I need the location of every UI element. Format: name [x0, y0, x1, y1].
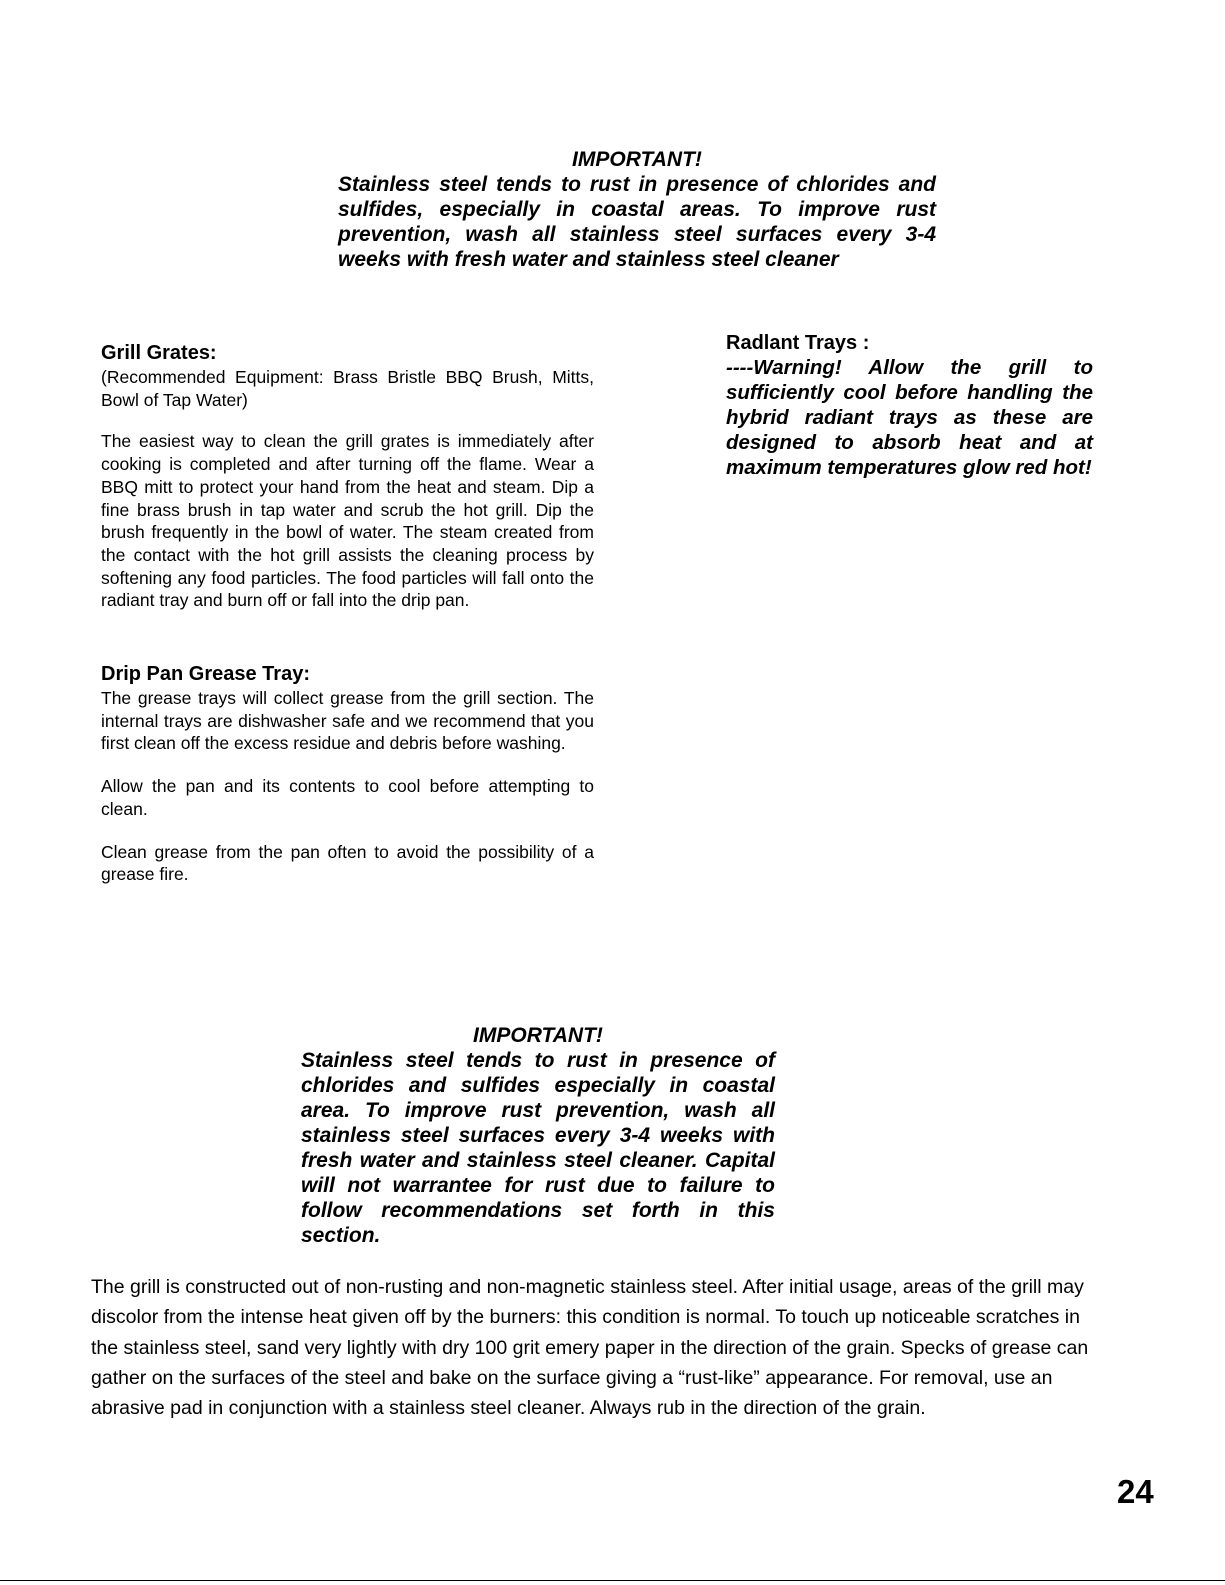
important-body: Stainless steel tends to rust in presence of chlorides and sulfides, especially in coastal areas. To improve rust prevention, wash all stainless steel surfaces every 3-4 weeks with fresh water and stainless steel cleaner — [338, 173, 936, 271]
drip-pan-body-1: The grease trays will collect grease from the grill section. The internal trays are dishwasher safe and we recommend that you first clean off the excess residue and debris before washing. — [101, 688, 594, 754]
grill-grates-equipment: (Recommended Equipment: Brass Bristle BBQ Brush, Mitts, Bowl of Tap Water) — [101, 367, 594, 410]
grill-grates-heading: Grill Grates: — [101, 342, 217, 364]
drip-pan-heading: Drip Pan Grease Tray: — [101, 663, 310, 685]
important-notice-top — [338, 147, 936, 272]
radiant-trays-section — [726, 332, 1093, 480]
page-number: 24 — [1117, 1473, 1154, 1510]
grill-grates-body: The easiest way to clean the grill grates is immediately after cooking is completed and after turning off the flame. Wear a BBQ mitt to protect your hand from the heat and steam. Dip a fine brass brush in tap water and scrub the hot grill. Dip the brush frequently in the bowl of water. The steam created from the contact with the hot grill assists the cleaning process by softening any food particles. The food particles will fall onto the radiant tray and burn off or fall into the drip pan. — [101, 431, 594, 611]
drip-pan-body-3: Clean grease from the pan often to avoid the possibility of a grease fire. — [101, 841, 594, 885]
radiant-trays-heading: Radlant Trays : — [726, 332, 870, 354]
bottom-rule — [0, 1580, 1225, 1581]
important-notice-bottom — [301, 1023, 775, 1248]
important-title: IMPORTANT! — [473, 1024, 603, 1047]
grill-grates-section — [101, 342, 594, 612]
important-body: Stainless steel tends to rust in presence of chlorides and sulfides especially in coastal area. To improve rust prevention, wash all stainless steel surfaces every 3-4 weeks with fresh water and stainless steel cleaner. Capital will not warrantee for rust due to failure to follow recommendations set forth in this section. — [301, 1049, 775, 1247]
stainless-steel-note — [91, 1272, 1111, 1423]
drip-pan-section — [101, 663, 594, 886]
radiant-trays-warning: ----Warning! Allow the grill to sufficiently cool before handling the hybrid radiant trays as these are designed to absorb heat and at maximum temperatures glow red hot! — [726, 356, 1093, 479]
important-title: IMPORTANT! — [572, 148, 702, 171]
drip-pan-body-2: Allow the pan and its contents to cool before attempting to clean. — [101, 776, 594, 819]
stainless-steel-paragraph: The grill is constructed out of non-rusting and non-magnetic stainless steel. After initial usage, areas of the grill may discolor from the intense heat given off by the burners: this condition is normal. To touch up noticeable scratches in the stainless steel, sand very lightly with dry 100 grit emery paper in the direction of the grain. Specks of grease can gather on the surfaces of the steel and bake on the surface giving a “rust-like” appearance. For removal, use an abrasive pad in conjunction with a stainless steel cleaner. Always rub in the direction of the grain. — [91, 1276, 1089, 1420]
